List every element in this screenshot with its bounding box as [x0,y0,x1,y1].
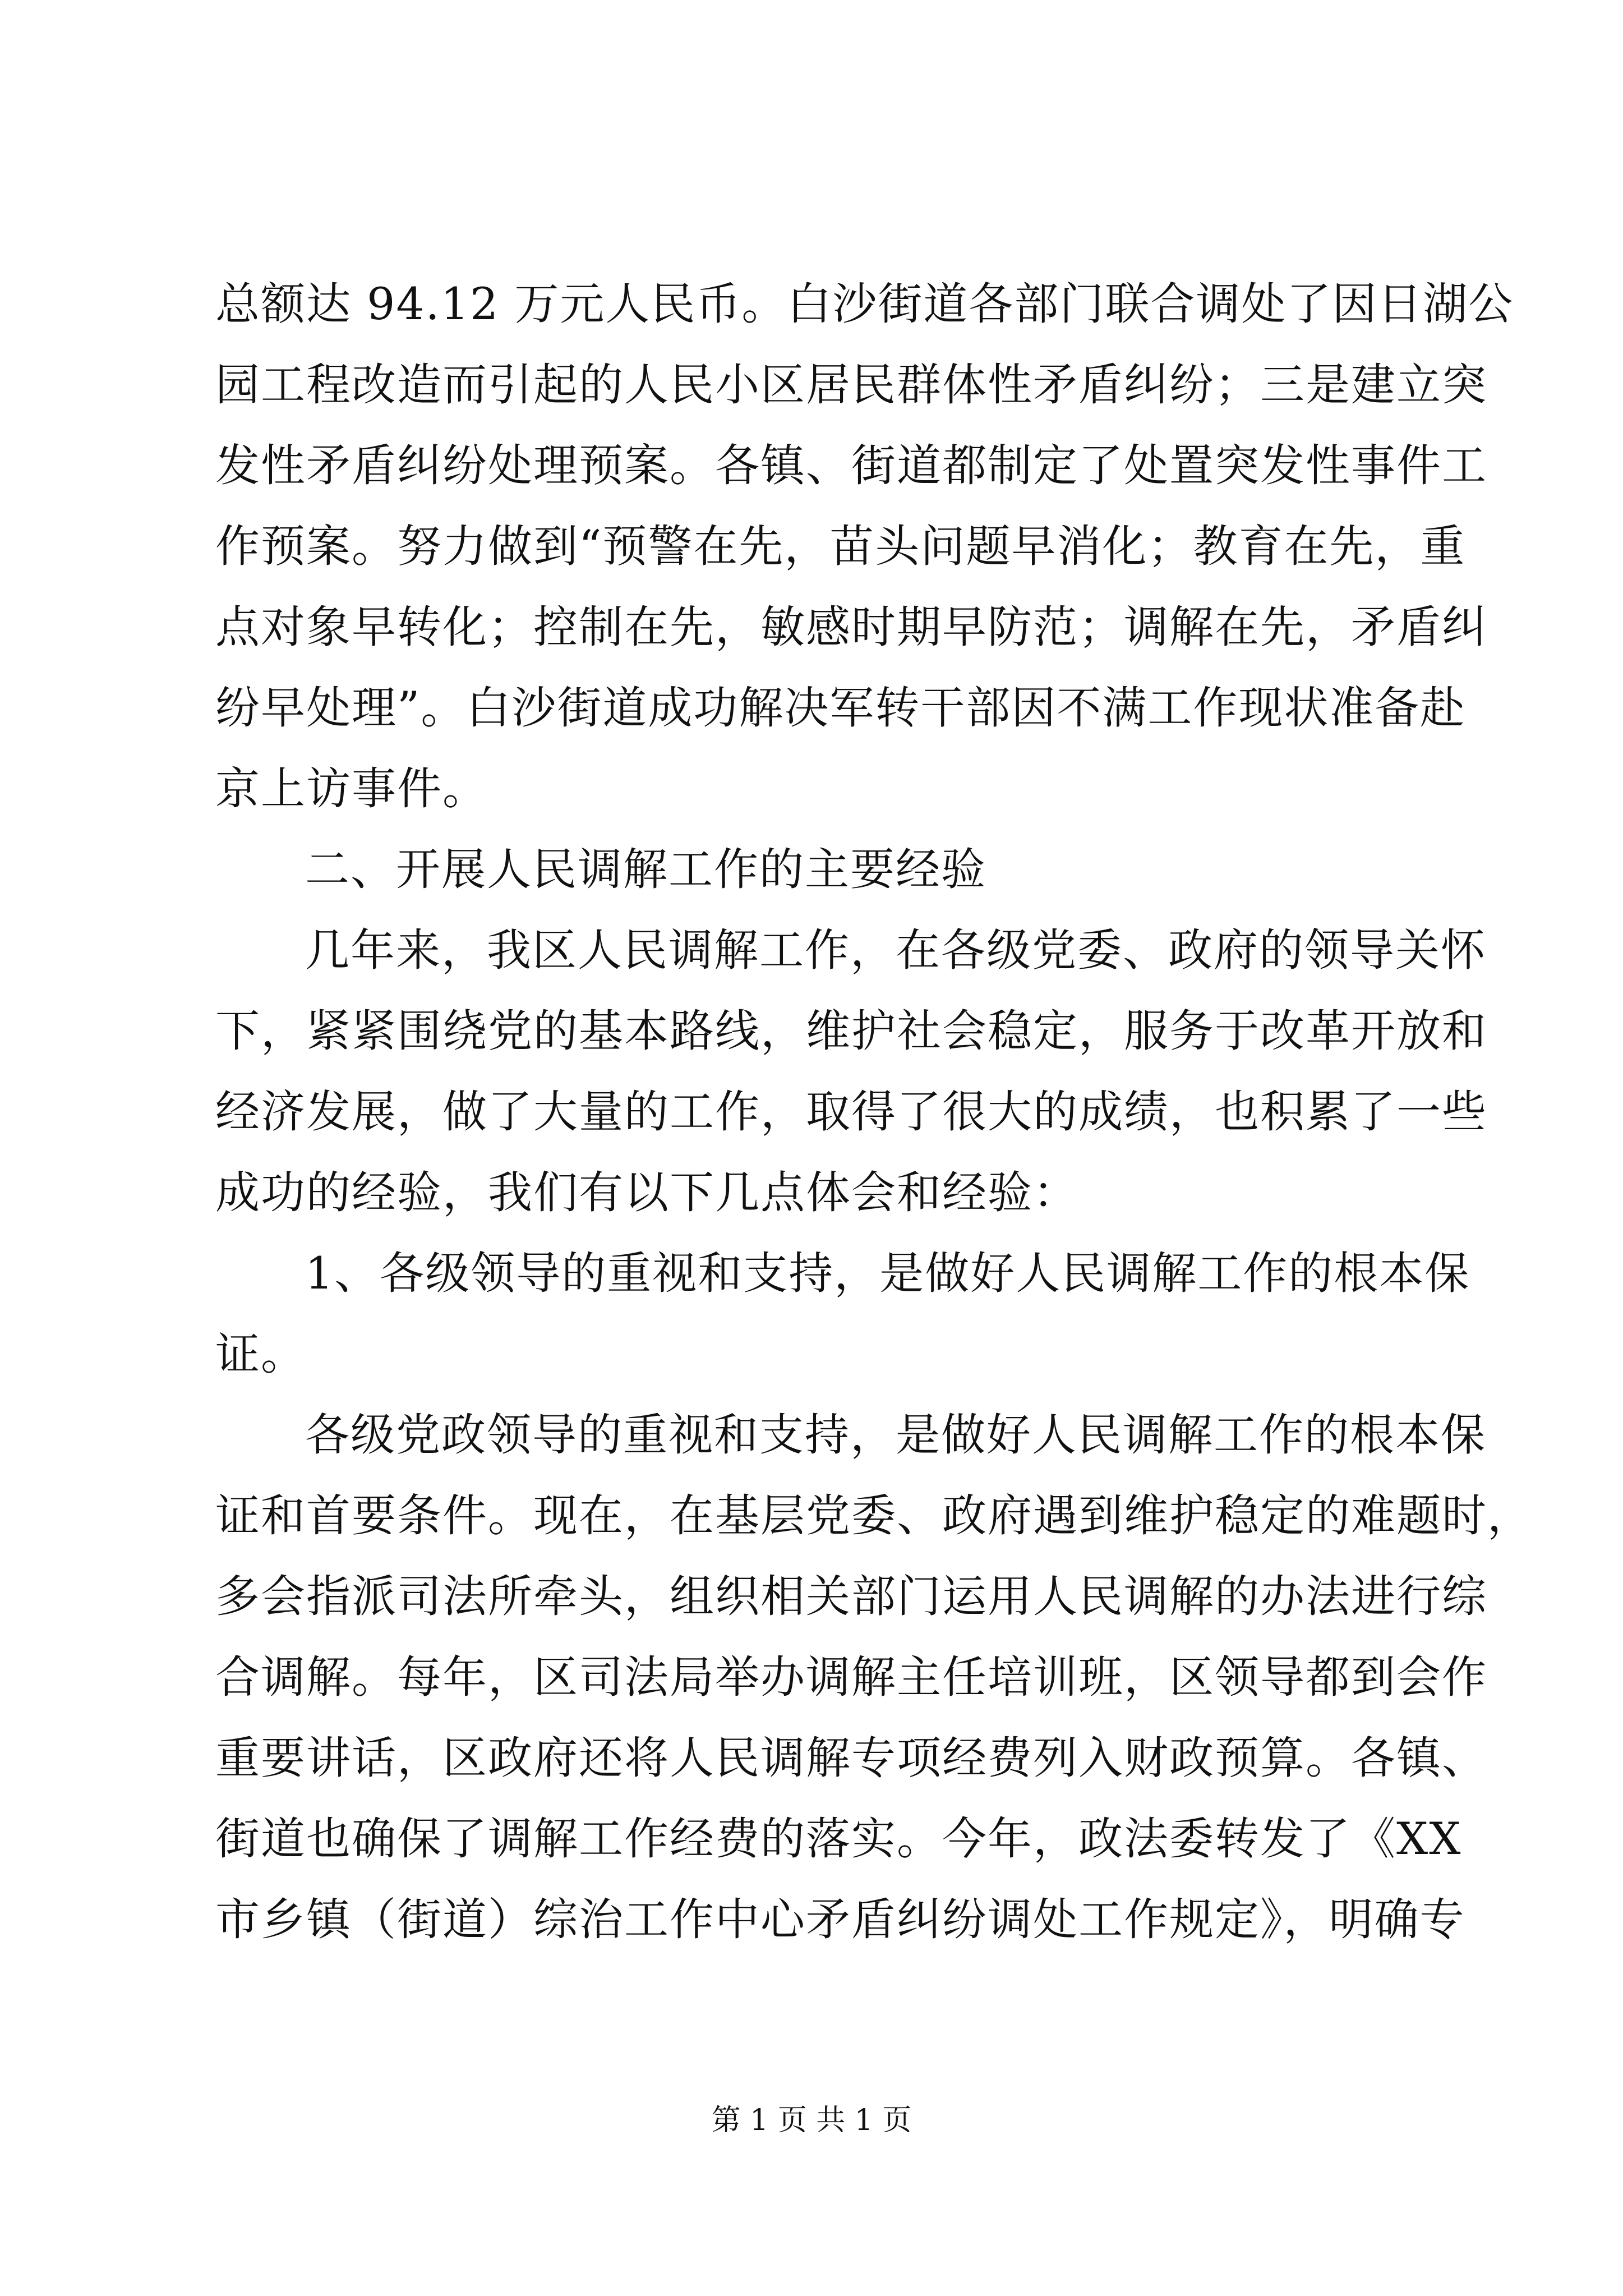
text-line: 各级党政领导的重视和支持，是做好人民调解工作的根本保 [305,1409,1486,1461]
text-line: 发性矛盾纠纷处理预案。各镇、街道都制定了处置突发性事件工 [215,440,1487,491]
text-line: 重要讲话，区政府还将人民调解专项经费列入财政预算。各镇、 [215,1732,1487,1784]
text-line: 几年来，我区人民调解工作，在各级党委、政府的领导关怀 [305,924,1486,976]
text-line: 街道也确保了调解工作经费的落实。今年，政法委转发了《XX [215,1813,1462,1865]
text-line: 总额达 94.12 万元人民币。白沙街道各部门联合调处了因日湖公 [215,278,1514,330]
subheading-line: 1、各级领导的重视和支持，是做好人民调解工作的根本保 [305,1248,1470,1299]
text-line: 下，紧紧围绕党的基本路线，维护社会稳定，服务于改革开放和 [215,1005,1487,1057]
text-line: 作预案。努力做到“预警在先，苗头问题早消化；教育在先，重 [215,521,1466,572]
subheading-line: 证。 [215,1328,306,1380]
text-line: 园工程改造而引起的人民小区居民群体性矛盾纠纷；三是建立突 [215,359,1487,411]
text-line: 合调解。每年，区司法局举办调解主任培训班，区领导都到会作 [215,1651,1487,1703]
document-body [215,264,1533,1960]
page-number-footer: 第 1 页 共 1 页 [711,2104,912,2137]
text-line: 京上访事件。 [215,763,488,815]
text-line: 纷早处理”。白沙街道成功解决军转干部因不满工作现状准备赴 [215,682,1466,734]
text-line: 经济发展，做了大量的工作，取得了很大的成绩，也积累了一些 [215,1086,1487,1138]
section-heading: 二、开展人民调解工作的主要经验 [305,844,986,895]
text-line: 点对象早转化；控制在先，敏感时期早防范；调解在先，矛盾纠 [215,601,1487,653]
text-line: 多会指派司法所牵头，组织相关部门运用人民调解的办法进行综 [215,1571,1487,1622]
text-line: 市乡镇（街道）综治工作中心矛盾纠纷调处工作规定》，明确专 [215,1894,1465,1945]
text-line: 成功的经验，我们有以下几点体会和经验： [215,1167,1078,1218]
text-line: 证和首要条件。现在，在基层党委、政府遇到维护稳定的难题时， [215,1490,1533,1542]
